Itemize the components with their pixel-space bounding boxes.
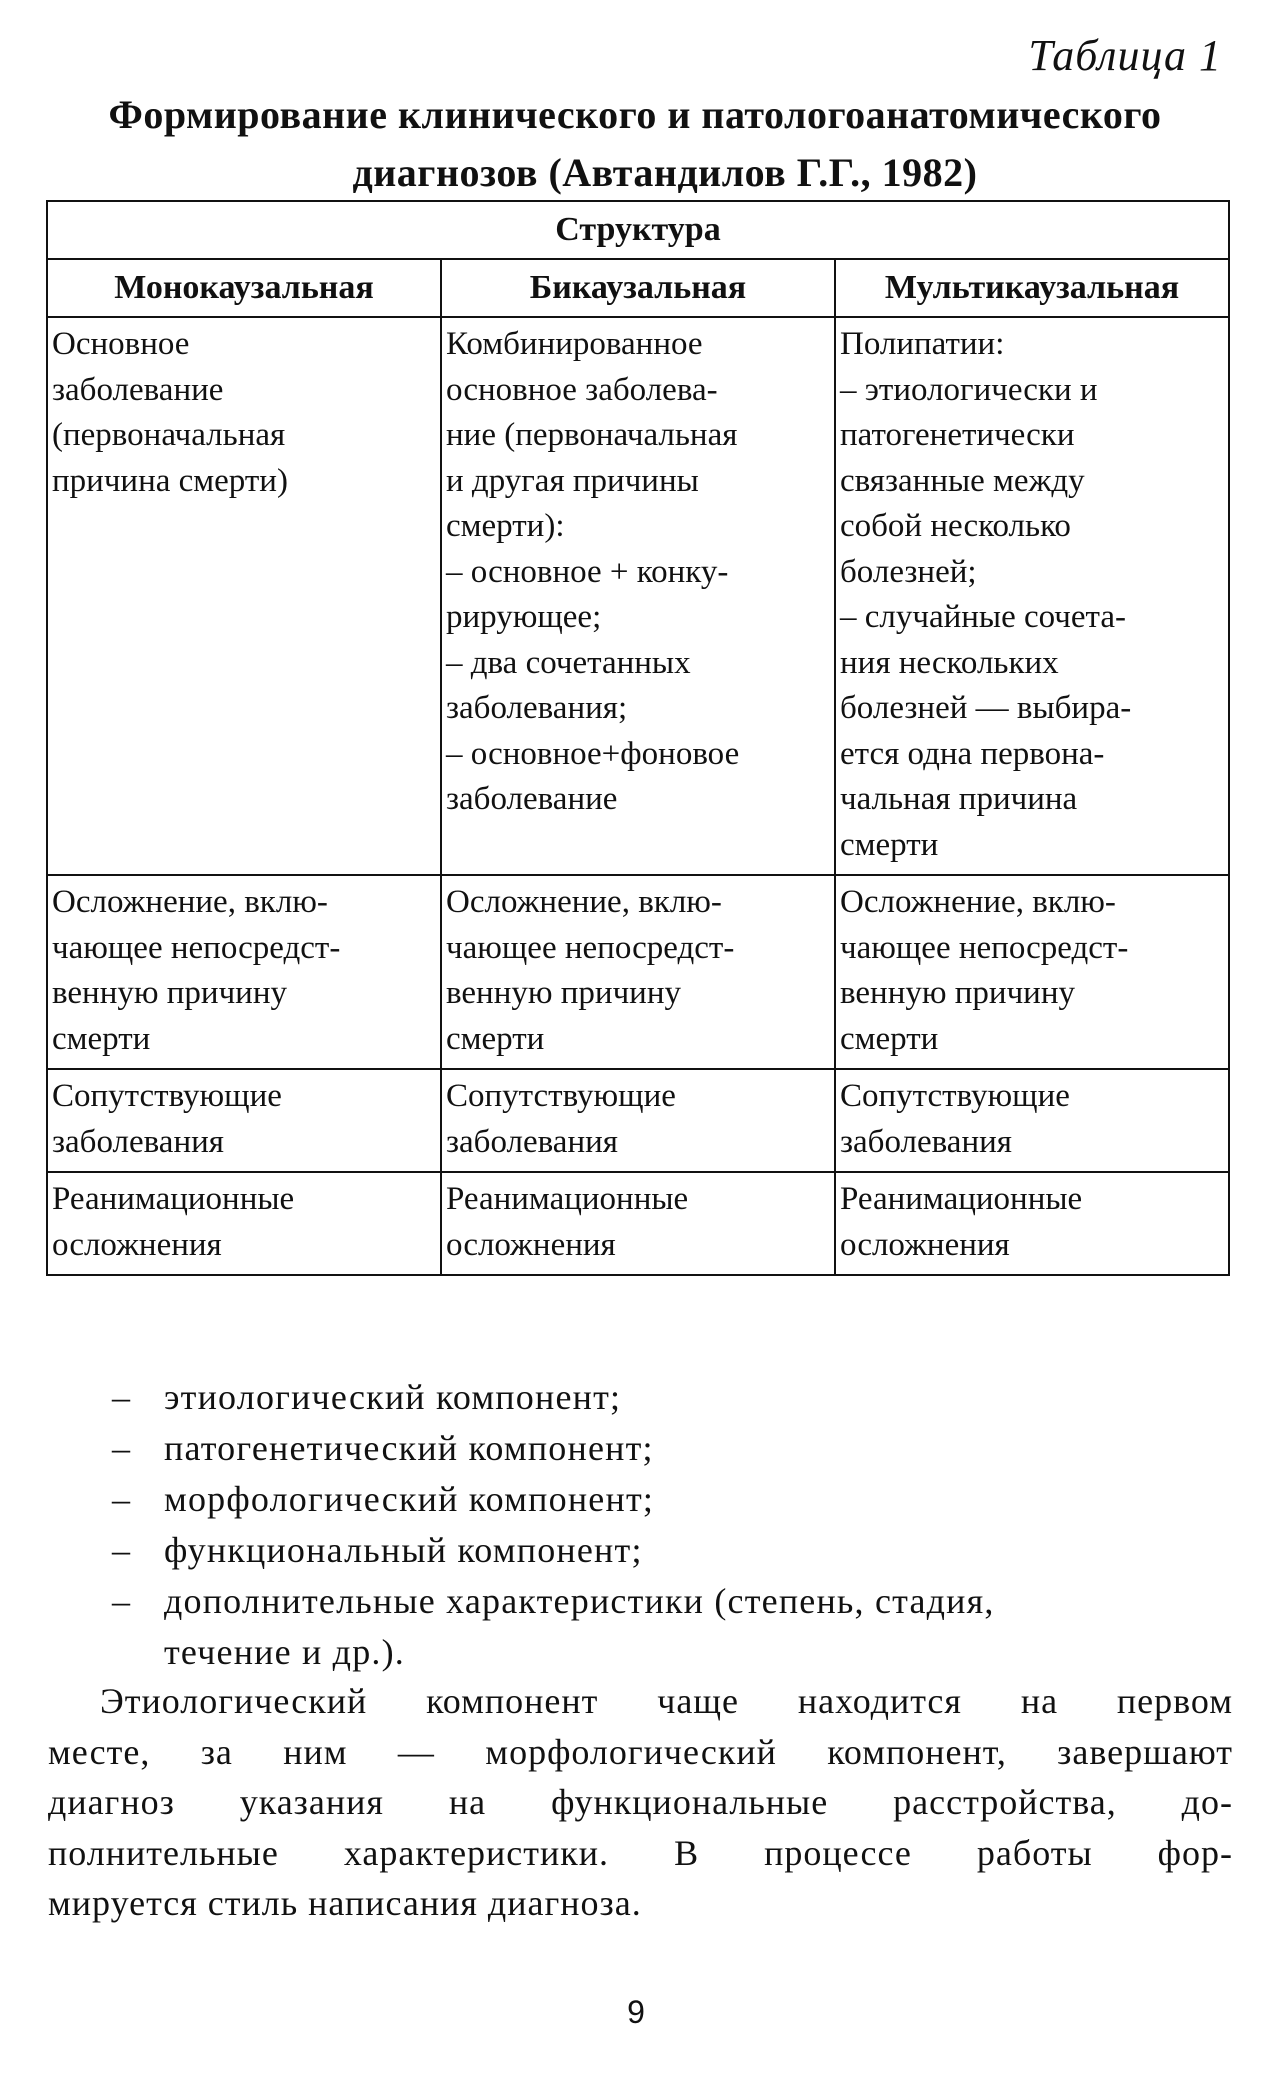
- cell-line: венную причину: [52, 975, 287, 1011]
- list-item: [112, 1423, 1242, 1474]
- body-paragraph: [48, 1676, 1233, 1929]
- cell-line: осложнения: [840, 1226, 1010, 1263]
- concomitant-row: [47, 1069, 1229, 1172]
- column-header-bicausal: Бикаузальная: [441, 259, 835, 317]
- list-bullet: –: [112, 1479, 132, 1519]
- cell-line: – этиологически и: [840, 371, 1098, 408]
- cell-line: – основное + конку-: [446, 553, 729, 590]
- cell-line: Основное: [52, 326, 190, 362]
- table-cell: [441, 875, 835, 1069]
- table-caption: [40, 86, 1230, 202]
- list-bullet: –: [112, 1530, 132, 1570]
- cell-line: рирующее;: [446, 599, 602, 635]
- cell-line: собой несколько: [840, 508, 1071, 544]
- cell-line: основное заболева-: [446, 371, 718, 408]
- table-label: Таблица 1: [1028, 31, 1222, 80]
- cell-line: заболевания: [52, 1123, 224, 1160]
- table-cell: [835, 317, 1229, 875]
- list-item-text: патогенетический компонент;: [164, 1428, 654, 1468]
- cell-line: Реанимационные: [840, 1181, 1083, 1217]
- paragraph-line: месте, за ним — морфологический компонент, завершают: [48, 1731, 1233, 1772]
- table-cell: [835, 1069, 1229, 1172]
- diagnosis-structure-table: [46, 200, 1230, 1276]
- cell-line: смерти):: [446, 508, 565, 544]
- complication-row: [47, 875, 1229, 1069]
- cell-line: чающее непосредст-: [840, 929, 1129, 966]
- resuscitation-row: [47, 1172, 1229, 1275]
- column-header-multicausal: Мультикаузальная: [835, 259, 1229, 317]
- table-cell: [835, 875, 1229, 1069]
- cell-line: смерти: [840, 826, 939, 863]
- cell-line: Комбинированное: [446, 326, 703, 362]
- cell-line: чающее непосредст-: [52, 929, 341, 966]
- cell-line: – два сочетанных: [446, 644, 691, 681]
- cell-line: Сопутствующие: [52, 1078, 282, 1114]
- list-item-text: функциональный компонент;: [164, 1530, 643, 1570]
- cell-line: (первоначальная: [52, 417, 286, 453]
- cell-line: смерти: [52, 1020, 151, 1057]
- cell-line: Сопутствующие: [840, 1078, 1070, 1114]
- cell-line: заболевания: [446, 1123, 618, 1160]
- component-list: [112, 1372, 1242, 1678]
- paragraph-line: диагноз указания на функциональные расстройства, до-: [48, 1782, 1233, 1822]
- cell-line: связанные между: [840, 462, 1085, 499]
- cell-line: болезней — выбира-: [840, 690, 1132, 726]
- table-cell: [47, 1172, 441, 1275]
- cell-line: и другая причины: [446, 462, 699, 499]
- list-item: [112, 1372, 1242, 1423]
- list-bullet: –: [112, 1377, 132, 1417]
- cell-line: венную причину: [840, 975, 1075, 1011]
- cell-line: чающее непосредст-: [446, 929, 735, 966]
- cell-line: заболевание: [446, 781, 618, 817]
- cell-line: смерти: [840, 1020, 939, 1057]
- list-bullet: –: [112, 1581, 132, 1621]
- table-cell: [441, 317, 835, 875]
- table-group-header: Структура: [47, 201, 1229, 259]
- list-item-text: течение и др.).: [164, 1632, 405, 1672]
- cell-line: смерти: [446, 1020, 545, 1057]
- cell-line: Осложнение, вклю-: [52, 884, 328, 920]
- cell-line: – основное+фоновое: [446, 735, 740, 772]
- cell-line: заболевания: [840, 1123, 1012, 1160]
- cell-line: осложнения: [52, 1226, 222, 1263]
- table-body: [47, 317, 1229, 1275]
- cell-line: ния нескольких: [840, 644, 1059, 681]
- cell-line: Осложнение, вклю-: [840, 884, 1116, 920]
- cell-line: чальная причина: [840, 781, 1078, 817]
- cell-line: – случайные сочета-: [840, 599, 1126, 635]
- table-cell: [441, 1069, 835, 1172]
- cell-line: заболевание: [52, 371, 224, 408]
- table-cell: [441, 1172, 835, 1275]
- main-disease-row: [47, 317, 1229, 875]
- cell-line: Полипатии:: [840, 326, 1005, 362]
- caption-line-2: диагнозов (Автандилов Г.Г., 1982): [352, 150, 978, 195]
- paragraph-line: полнительные характеристики. В процессе работы фор-: [48, 1832, 1233, 1873]
- list-item: [112, 1474, 1242, 1525]
- cell-line: болезней;: [840, 553, 977, 590]
- cell-line: Реанимационные: [446, 1181, 689, 1217]
- cell-line: Осложнение, вклю-: [446, 884, 722, 920]
- list-item-text: этиологический компонент;: [164, 1377, 622, 1417]
- table-cell: [47, 1069, 441, 1172]
- list-item: [112, 1576, 1242, 1678]
- table-cell: [835, 1172, 1229, 1275]
- table-cell: [47, 317, 441, 875]
- column-header-monocausal: Монокаузальная: [47, 259, 441, 317]
- paragraph-line: Этиологический компонент чаще находится на первом: [100, 1681, 1233, 1721]
- table-cell: [47, 875, 441, 1069]
- paragraph-line: мируется стиль написания диагноза.: [48, 1883, 642, 1923]
- cell-line: ется одна первона-: [840, 735, 1105, 772]
- cell-line: патогенетически: [840, 417, 1075, 453]
- page-number: 9: [627, 1994, 645, 2030]
- cell-line: ние (первоначальная: [446, 417, 738, 453]
- cell-line: причина смерти): [52, 462, 288, 499]
- cell-line: венную причину: [446, 975, 681, 1011]
- caption-line-1: Формирование клинического и патологоанатомического: [108, 92, 1162, 137]
- list-bullet: –: [112, 1428, 132, 1468]
- list-item-text: дополнительные характеристики (степень, стадия,: [164, 1581, 995, 1621]
- cell-line: заболевания;: [446, 690, 628, 726]
- cell-line: Сопутствующие: [446, 1078, 676, 1114]
- cell-line: осложнения: [446, 1226, 616, 1263]
- list-item-text: морфологический компонент;: [164, 1479, 655, 1519]
- list-item: [112, 1525, 1242, 1576]
- cell-line: Реанимационные: [52, 1181, 295, 1217]
